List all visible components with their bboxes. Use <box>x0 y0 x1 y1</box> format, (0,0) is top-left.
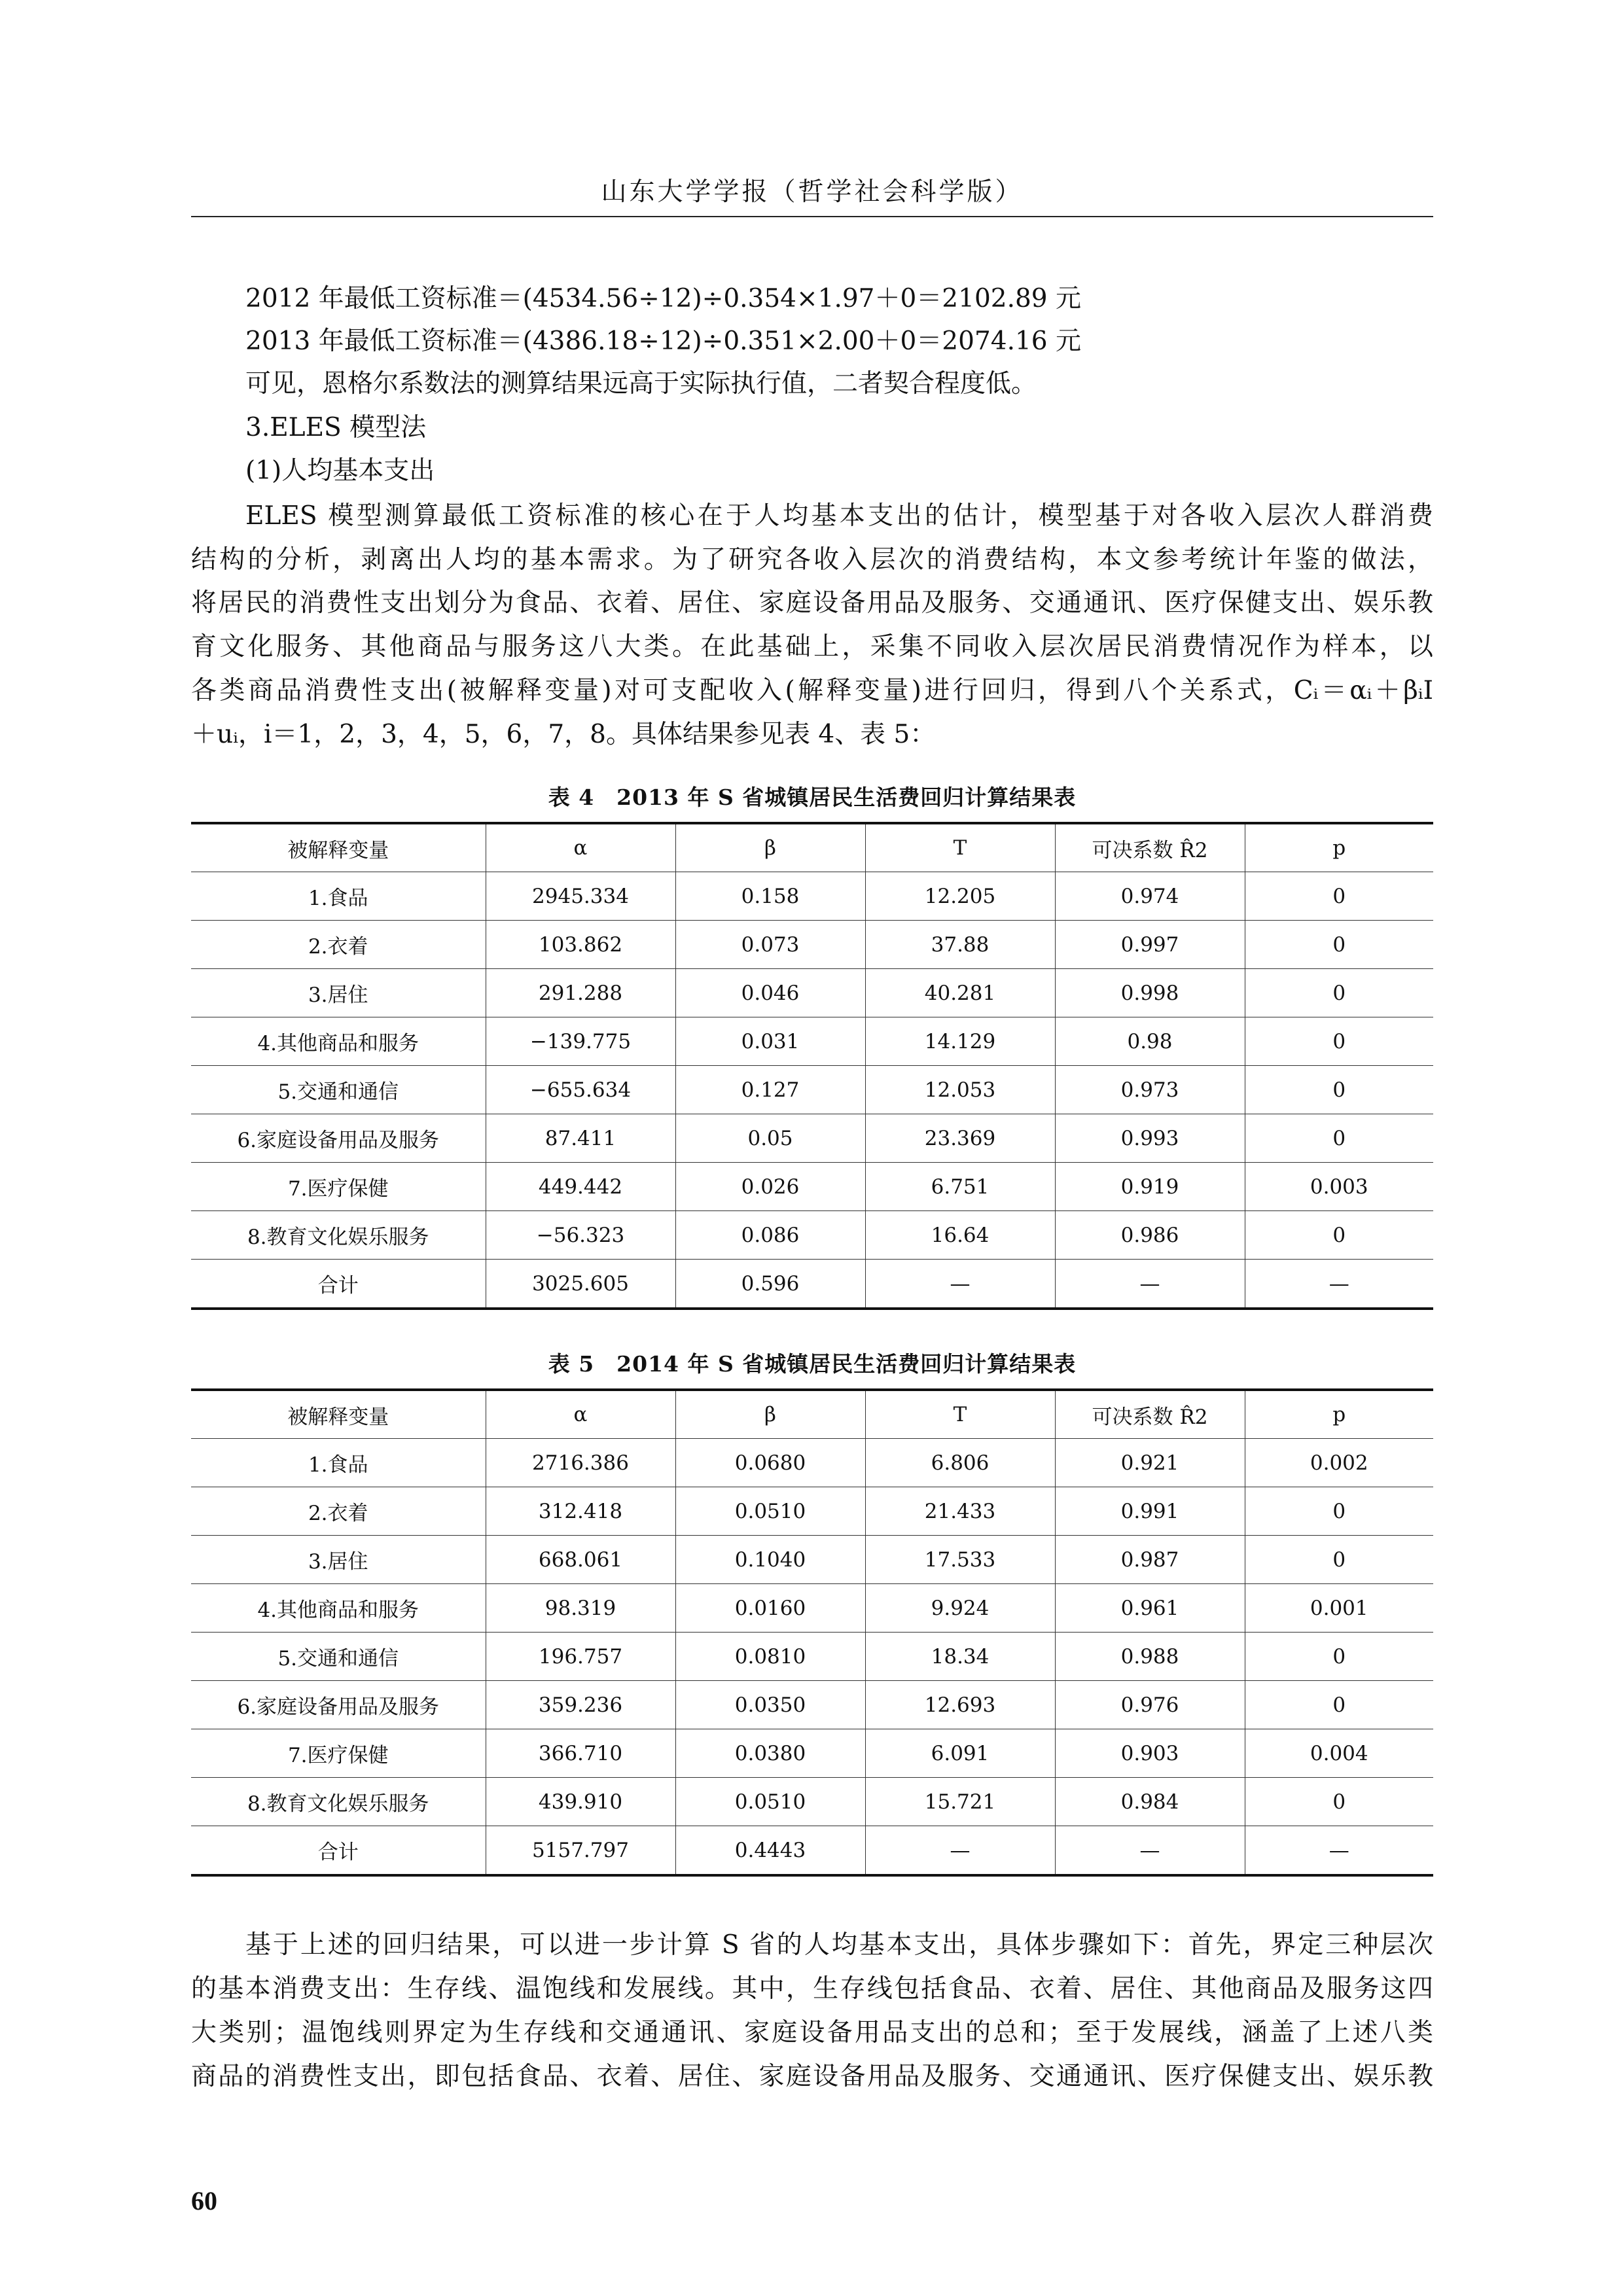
table-row <box>191 1778 1433 1826</box>
table-cell: 6.751 <box>865 1163 1055 1211</box>
table-cell: −655.634 <box>486 1066 675 1114</box>
table-cell: 5157.797 <box>486 1826 675 1876</box>
table-cell: 0.001 <box>1245 1584 1433 1633</box>
formula-2012: 2012 年最低工资标准＝(4534.56÷12)÷0.354×1.97＋0＝2102.89 元 <box>245 284 1081 313</box>
table-row <box>191 1633 1433 1681</box>
table-cell: 7.医疗保健 <box>191 1163 486 1211</box>
table-row <box>191 1066 1433 1114</box>
table-row <box>191 1729 1433 1778</box>
table-cell: 5.交通和通信 <box>191 1633 486 1681</box>
table-row <box>191 1584 1433 1633</box>
table-cell: 0.002 <box>1245 1439 1433 1487</box>
table-cell: 0 <box>1245 1211 1433 1260</box>
table-cell: 0.976 <box>1055 1681 1245 1729</box>
table-cell: 23.369 <box>865 1114 1055 1163</box>
table-cell: 12.205 <box>865 872 1055 921</box>
paragraph-line: 将居民的消费性支出划分为食品、衣着、居住、家庭设备用品及服务、交通通讯、医疗保健支出、娱乐教 <box>191 588 1433 618</box>
table-cell: 0 <box>1245 1066 1433 1114</box>
table-cell: — <box>865 1826 1055 1876</box>
table-cell: 17.533 <box>865 1536 1055 1584</box>
paragraph-line: ELES 模型测算最低工资标准的核心在于人均基本支出的估计，模型基于对各收入层次人群消费 <box>245 501 1433 531</box>
table-cell: 21.433 <box>865 1487 1055 1536</box>
table-cell: 2716.386 <box>486 1439 675 1487</box>
table-cell: 0.0380 <box>675 1729 865 1778</box>
table-cell: 0.4443 <box>675 1826 865 1876</box>
table-cell: 0.991 <box>1055 1487 1245 1536</box>
table-row <box>191 1017 1433 1066</box>
subsection-heading: (1)人均基本支出 <box>245 456 435 486</box>
table-cell: 12.053 <box>865 1066 1055 1114</box>
table-cell: 14.129 <box>865 1017 1055 1066</box>
table-cell: 0.073 <box>675 921 865 969</box>
table-cell: 312.418 <box>486 1487 675 1536</box>
paragraph-line: 大类别；温饱线则界定为生存线和交通通讯、家庭设备用品支出的总和；至于发展线，涵盖了上述八类 <box>191 2018 1433 2047</box>
table-cell: 2945.334 <box>486 872 675 921</box>
table5 <box>191 1388 1433 1877</box>
table-cell: 0.003 <box>1245 1163 1433 1211</box>
table-cell: 37.88 <box>865 921 1055 969</box>
header-cell: T <box>865 1390 1055 1439</box>
table-cell: 7.医疗保健 <box>191 1729 486 1778</box>
table-cell: 0 <box>1245 1536 1433 1584</box>
table-cell: 0.031 <box>675 1017 865 1066</box>
table-cell: — <box>1245 1260 1433 1309</box>
table-cell: 8.教育文化娱乐服务 <box>191 1211 486 1260</box>
header-cell: 被解释变量 <box>191 823 486 872</box>
table-cell: 449.442 <box>486 1163 675 1211</box>
table-row <box>191 969 1433 1017</box>
table-cell: 0.0510 <box>675 1778 865 1826</box>
table-row <box>191 1163 1433 1211</box>
paragraph-line: 基于上述的回归结果，可以进一步计算 S 省的人均基本支出，具体步骤如下：首先，界定三种层次 <box>245 1930 1433 1960</box>
table-cell: 6.091 <box>865 1729 1055 1778</box>
table-cell: 40.281 <box>865 969 1055 1017</box>
table-row <box>191 921 1433 969</box>
table-cell: 0.004 <box>1245 1729 1433 1778</box>
paragraph-line: 可见，恩格尔系数法的测算结果远高于实际执行值，二者契合程度低。 <box>245 369 1037 398</box>
table-cell: 0.05 <box>675 1114 865 1163</box>
paragraph-line: 育文化服务、其他商品与服务这八大类。在此基础上，采集不同收入层次居民消费情况作为样本，以 <box>191 632 1433 662</box>
table-cell: 359.236 <box>486 1681 675 1729</box>
table-row <box>191 1826 1433 1876</box>
table-cell: 0.973 <box>1055 1066 1245 1114</box>
header-cell: 被解释变量 <box>191 1390 486 1439</box>
table-cell: — <box>1055 1826 1245 1876</box>
section-heading: 3.ELES 模型法 <box>245 413 427 442</box>
table-cell: 366.710 <box>486 1729 675 1778</box>
table-cell: −139.775 <box>486 1017 675 1066</box>
table-header-row <box>191 823 1433 872</box>
table-cell: 3025.605 <box>486 1260 675 1309</box>
table-cell: 0 <box>1245 1778 1433 1826</box>
table-cell: 1.食品 <box>191 872 486 921</box>
paragraph-line: 各类商品消费性支出(被解释变量)对可支配收入(解释变量)进行回归，得到八个关系式，Cᵢ＝αᵢ＋βᵢI <box>191 676 1433 705</box>
table-cell: 0.997 <box>1055 921 1245 969</box>
table-cell: −56.323 <box>486 1211 675 1260</box>
table-cell: 8.教育文化娱乐服务 <box>191 1778 486 1826</box>
table-cell: 0.127 <box>675 1066 865 1114</box>
table-cell: 0 <box>1245 921 1433 969</box>
table-cell: — <box>1055 1260 1245 1309</box>
table-cell: 9.924 <box>865 1584 1055 1633</box>
header-cell: 可决系数 R̂2 <box>1055 823 1245 872</box>
table-cell: 0.919 <box>1055 1163 1245 1211</box>
header-rule <box>191 216 1433 217</box>
table-cell: 0.0510 <box>675 1487 865 1536</box>
table-cell: 87.411 <box>486 1114 675 1163</box>
header-cell: α <box>486 823 675 872</box>
table-cell: 98.319 <box>486 1584 675 1633</box>
table-cell: 0.0680 <box>675 1439 865 1487</box>
table-cell: 0 <box>1245 1487 1433 1536</box>
table-row <box>191 1536 1433 1584</box>
table-cell: 0.086 <box>675 1211 865 1260</box>
table-cell: 4.其他商品和服务 <box>191 1017 486 1066</box>
header-cell: T <box>865 823 1055 872</box>
table-cell: 2.衣着 <box>191 1487 486 1536</box>
table-cell: 2.衣着 <box>191 921 486 969</box>
formula-2013: 2013 年最低工资标准＝(4386.18÷12)÷0.351×2.00＋0＝2074.16 元 <box>245 327 1081 356</box>
table-row <box>191 1487 1433 1536</box>
table-cell: 0 <box>1245 1017 1433 1066</box>
table-cell: 0.026 <box>675 1163 865 1211</box>
table-header-row <box>191 1390 1433 1439</box>
table-cell: 合计 <box>191 1260 486 1309</box>
table-cell: 0.1040 <box>675 1536 865 1584</box>
table-cell: 6.家庭设备用品及服务 <box>191 1681 486 1729</box>
paragraph-line: ＋uᵢ，i＝1，2，3，4，5，6，7，8。具体结果参见表 4、表 5： <box>191 720 936 749</box>
table-row <box>191 1114 1433 1163</box>
table-cell: 0 <box>1245 1633 1433 1681</box>
table-cell: 0.0350 <box>675 1681 865 1729</box>
header-cell: 可决系数 R̂2 <box>1055 1390 1245 1439</box>
paragraph-line: 结构的分析，剥离出人均的基本需求。为了研究各收入层次的消费结构，本文参考统计年鉴的做法， <box>191 545 1433 574</box>
table-cell: 0.993 <box>1055 1114 1245 1163</box>
table-cell: 0.0810 <box>675 1633 865 1681</box>
table-row <box>191 1211 1433 1260</box>
table-cell: 0.986 <box>1055 1211 1245 1260</box>
table-row <box>191 1681 1433 1729</box>
table4-title: 表 4 2013 年 S 省城镇居民生活费回归计算结果表 <box>548 785 1077 810</box>
table-cell: 0.98 <box>1055 1017 1245 1066</box>
table-cell: 1.食品 <box>191 1439 486 1487</box>
header-cell: β <box>675 823 865 872</box>
table-cell: 291.288 <box>486 969 675 1017</box>
header-cell: β <box>675 1390 865 1439</box>
table-cell: 0.961 <box>1055 1584 1245 1633</box>
table-row <box>191 872 1433 921</box>
header-cell: α <box>486 1390 675 1439</box>
journal-header: 山东大学学报（哲学社会科学版） <box>601 177 1024 207</box>
table-cell: 0.988 <box>1055 1633 1245 1681</box>
table-cell: 0 <box>1245 1681 1433 1729</box>
table-cell: 5.交通和通信 <box>191 1066 486 1114</box>
table-cell: 6.家庭设备用品及服务 <box>191 1114 486 1163</box>
table-cell: 16.64 <box>865 1211 1055 1260</box>
table-cell: 3.居住 <box>191 1536 486 1584</box>
table-cell: 0.987 <box>1055 1536 1245 1584</box>
table-cell: 196.757 <box>486 1633 675 1681</box>
table-cell: 103.862 <box>486 921 675 969</box>
table-cell: 4.其他商品和服务 <box>191 1584 486 1633</box>
table-cell: 0 <box>1245 1114 1433 1163</box>
table-cell: — <box>1245 1826 1433 1876</box>
table-cell: 0 <box>1245 872 1433 921</box>
table-cell: — <box>865 1260 1055 1309</box>
table-cell: 0.158 <box>675 872 865 921</box>
table-cell: 0.903 <box>1055 1729 1245 1778</box>
table4 <box>191 822 1433 1310</box>
table-row <box>191 1439 1433 1487</box>
header-cell: p <box>1245 823 1433 872</box>
table-cell: 0.974 <box>1055 872 1245 921</box>
table-cell: 0.921 <box>1055 1439 1245 1487</box>
table-cell: 18.34 <box>865 1633 1055 1681</box>
page-number: 60 <box>191 2186 217 2216</box>
table-cell: 0.596 <box>675 1260 865 1309</box>
table-cell: 0.984 <box>1055 1778 1245 1826</box>
table-cell: 12.693 <box>865 1681 1055 1729</box>
table-cell: 6.806 <box>865 1439 1055 1487</box>
table-cell: 15.721 <box>865 1778 1055 1826</box>
header-cell: p <box>1245 1390 1433 1439</box>
table-cell: 0 <box>1245 969 1433 1017</box>
table-cell: 0.046 <box>675 969 865 1017</box>
table-cell: 3.居住 <box>191 969 486 1017</box>
table-cell: 合计 <box>191 1826 486 1876</box>
table-row <box>191 1260 1433 1309</box>
table-cell: 439.910 <box>486 1778 675 1826</box>
paragraph-line: 商品的消费性支出，即包括食品、衣着、居住、家庭设备用品及服务、交通通讯、医疗保健支出、娱乐教 <box>191 2062 1433 2091</box>
table-cell: 0.0160 <box>675 1584 865 1633</box>
table-cell: 0.998 <box>1055 969 1245 1017</box>
table-cell: 668.061 <box>486 1536 675 1584</box>
paragraph-line: 的基本消费支出：生存线、温饱线和发展线。其中，生存线包括食品、衣着、居住、其他商品及服务这四 <box>191 1974 1433 2004</box>
table5-title: 表 5 2014 年 S 省城镇居民生活费回归计算结果表 <box>548 1351 1077 1377</box>
